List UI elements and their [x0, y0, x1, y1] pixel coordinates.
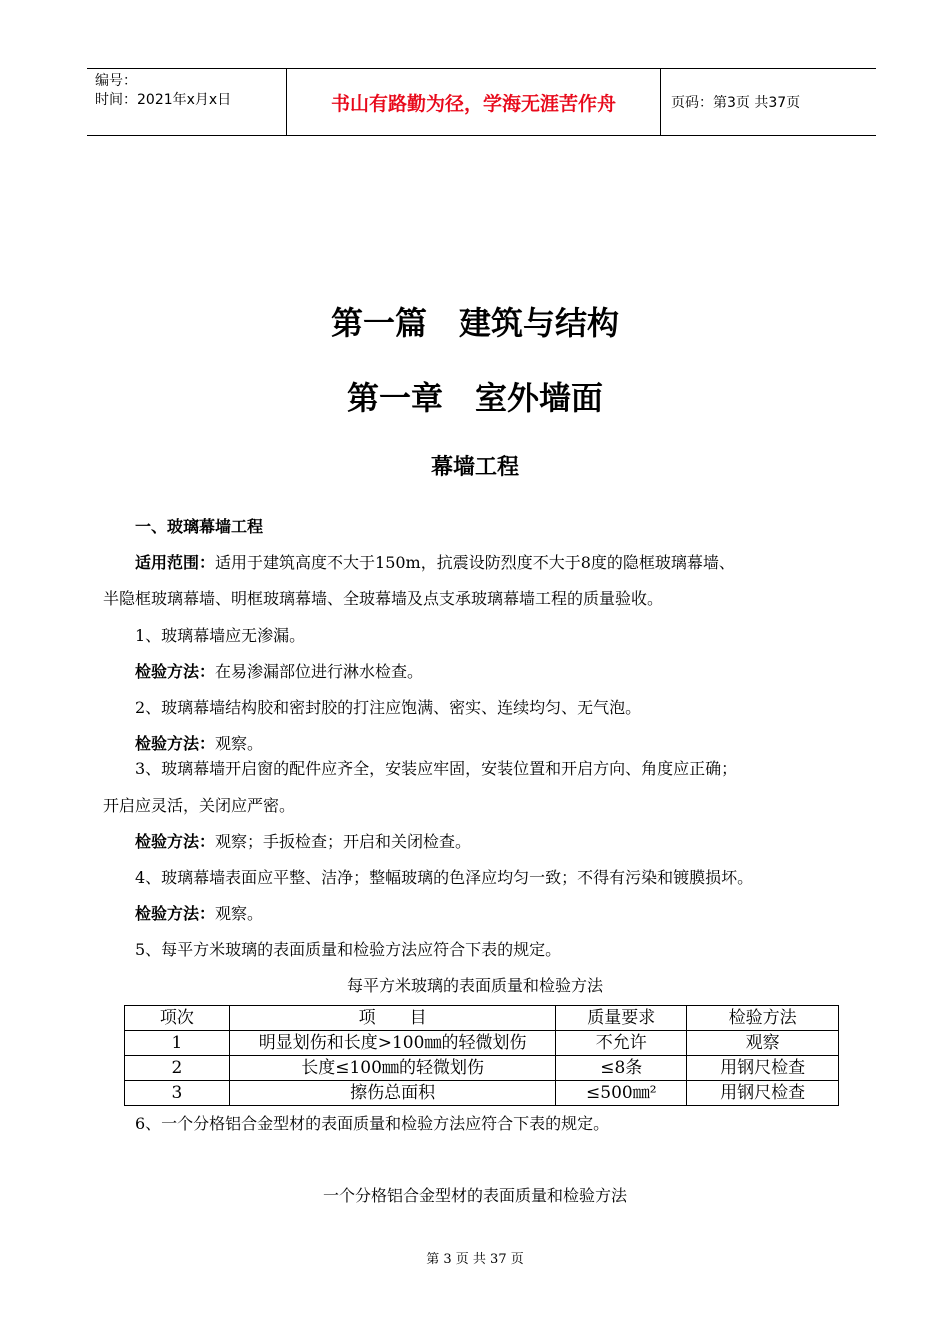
- table-cell: 擦伤总面积: [229, 1081, 556, 1106]
- method-label: 检验方法：: [135, 904, 216, 923]
- quality-table: [124, 1005, 839, 1106]
- method-label: 检验方法：: [135, 662, 216, 681]
- scope-text-1: 适用于建筑高度不大于150m，抗震设防烈度不大于8度的隐框玻璃幕墙、: [215, 553, 735, 572]
- motto: 书山有路勤为径，学海无涯苦作舟: [287, 69, 661, 135]
- method-4: 检验方法：观察。: [135, 904, 264, 923]
- method-1: 检验方法：在易渗漏部位进行淋水检查。: [135, 662, 424, 681]
- table-cell: ≤500㎜²: [556, 1081, 687, 1106]
- scope-label: 适用范围：: [135, 553, 216, 572]
- table-cell: 长度≤100㎜的轻微划伤: [229, 1056, 556, 1081]
- table-cell: 1: [125, 1031, 230, 1056]
- table2-caption: 一个分格铝合金型材的表面质量和检验方法: [322, 1186, 627, 1205]
- method-2: 检验方法：观察。: [135, 734, 264, 753]
- method-label: 检验方法：: [135, 832, 216, 851]
- table-cell: 3: [125, 1081, 230, 1106]
- item-6: 6、一个分格铝合金型材的表面质量和检验方法应符合下表的规定。: [135, 1114, 610, 1133]
- chapter-title: 第一章 室外墙面: [346, 379, 603, 417]
- part-title: 第一篇 建筑与结构: [330, 304, 619, 342]
- method-3: 检验方法：观察；手扳检查；开启和关闭检查。: [135, 832, 472, 851]
- table-cell: 不允许: [556, 1031, 687, 1056]
- header-meta: [87, 69, 287, 135]
- scope-line-2: 半隐框玻璃幕墙、明框玻璃幕墙、全玻幕墙及点支承玻璃幕墙工程的质量验收。: [103, 589, 664, 608]
- heading-glass-curtain-wall: 一、玻璃幕墙工程: [135, 517, 264, 536]
- page-info: 页码：第3页 共37页: [671, 95, 801, 111]
- table-header: 质量要求: [556, 1006, 687, 1031]
- number-label: 编号：: [95, 73, 137, 89]
- table1-caption: 每平方米玻璃的表面质量和检验方法: [346, 976, 603, 995]
- table-cell: ≤8条: [556, 1056, 687, 1081]
- table-row: [125, 1056, 839, 1081]
- table-row: [125, 1031, 839, 1056]
- table-header-row: [125, 1006, 839, 1031]
- item-1: 1、玻璃幕墙应无渗漏。: [135, 626, 306, 645]
- table-cell: 明显划伤和长度>100㎜的轻微划伤: [229, 1031, 556, 1056]
- table-cell: 用钢尺检查: [687, 1056, 839, 1081]
- method-label: 检验方法：: [135, 734, 216, 753]
- item-3-line-2: 开启应灵活，关闭应严密。: [103, 796, 296, 815]
- section-title: 幕墙工程: [430, 455, 519, 480]
- item-5: 5、每平方米玻璃的表面质量和检验方法应符合下表的规定。: [135, 940, 562, 959]
- table-header: 项次: [125, 1006, 230, 1031]
- item-3-line-1: 3、玻璃幕墙开启窗的配件应齐全，安装应牢固，安装位置和开启方向、角度应正确；: [135, 759, 738, 778]
- table-cell: 观察: [687, 1031, 839, 1056]
- item-4: 4、玻璃幕墙表面应平整、洁净；整幅玻璃的色泽应均匀一致；不得有污染和镀膜损坏。: [135, 868, 754, 887]
- page-footer: 第 3 页 共 37 页: [426, 1252, 524, 1267]
- table-cell: 用钢尺检查: [687, 1081, 839, 1106]
- item-2: 2、玻璃幕墙结构胶和密封胶的打注应饱满、密实、连续均匀、无气泡。: [135, 698, 642, 717]
- table-header: 项 目: [229, 1006, 556, 1031]
- table-row: [125, 1081, 839, 1106]
- table-cell: 2: [125, 1056, 230, 1081]
- table-header: 检验方法: [687, 1006, 839, 1031]
- time-label: 时间：2021年x月x日: [95, 92, 232, 108]
- document-header: [87, 68, 876, 136]
- scope-line-1: [135, 550, 735, 573]
